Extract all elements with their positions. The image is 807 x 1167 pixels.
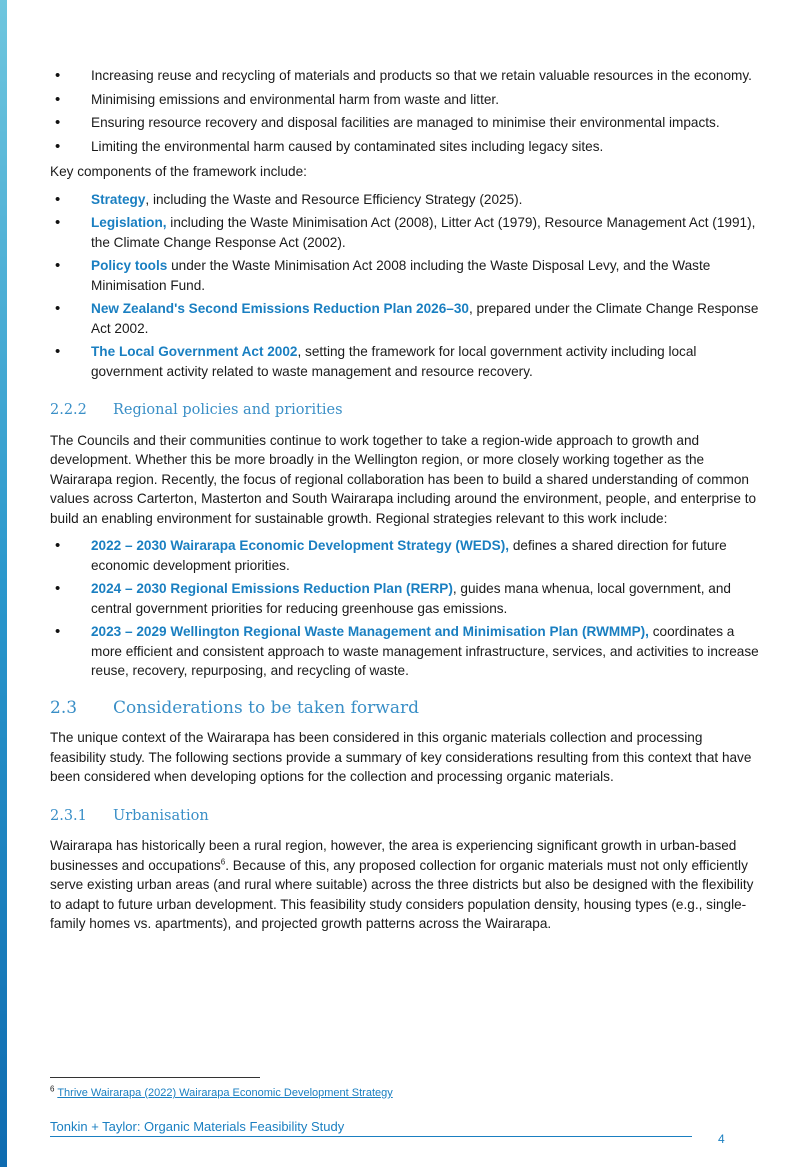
footnote-number: 6 — [50, 1084, 55, 1094]
framework-key-lga[interactable]: The Local Government Act 2002 — [91, 344, 298, 359]
page-number: 4 — [718, 1132, 725, 1146]
body-text: Wairarapa has historically been a rural region, however, the area is experiencing significant growth in urban-based businesses and occupations — [50, 838, 737, 873]
section-number: 2.2.2 — [50, 402, 87, 418]
framework-intro: Key components of the framework include: — [50, 164, 307, 179]
list-item — [50, 579, 760, 618]
framework-key-erp[interactable]: New Zealand's Second Emissions Reduction Plan 2026–30 — [91, 301, 469, 316]
sidebar-accent-bar — [0, 0, 7, 1167]
list-item — [50, 299, 760, 338]
list-item-text: coordinates a more efficient and consistent approach to waste management infrastructure, services, and activities to increase reuse, recovery, repurposing, and recycling of waste. — [91, 624, 759, 678]
body-text: . Because of this, any proposed collection for organic materials must not only efficiently serve existing urban areas (and rural where suitable) across the three districts but also be designed with the flexibility to adapt to future urban development. This feasibility study considers population density, housing types (e.g., single-family homes vs. apartments), and projected growth patterns across the Wairarapa. — [50, 857, 754, 931]
framework-key-policy-tools[interactable]: Policy tools — [91, 258, 168, 273]
list-item — [50, 622, 760, 681]
list-item-text: , including the Waste and Resource Efficiency Strategy (2025). — [145, 191, 523, 207]
list-item — [50, 256, 760, 295]
list-item-text: , guides mana whenua, local government, and central government priorities for reducing greenhouse gas emissions. — [91, 581, 731, 616]
list-item: • Minimising emissions and environmental harm from waste and litter. — [50, 90, 760, 110]
list-item — [50, 342, 760, 381]
section-title: Regional policies and priorities — [113, 402, 343, 418]
list-item: • Limiting the environmental harm caused by contaminated sites including legacy sites. — [50, 137, 760, 157]
section-231-heading — [50, 807, 760, 827]
section-title: Considerations to be taken forward — [113, 697, 419, 718]
objectives-list — [50, 66, 760, 156]
list-item — [50, 190, 760, 210]
footnote-link[interactable]: Thrive Wairarapa (2022) Wairarapa Economic Development Strategy — [57, 1087, 393, 1099]
list-item-text: , setting the framework for local government activity including local government activity related to waste management and resource recovery. — [91, 344, 697, 379]
list-item — [50, 536, 760, 575]
list-item: • Ensuring resource recovery and disposal facilities are managed to minimise their environmental impacts. — [50, 113, 760, 133]
strategy-link-rwmmp[interactable]: 2023 – 2029 Wellington Regional Waste Management and Minimisation Plan (RWMMP), — [91, 624, 649, 639]
section-23-body: The unique context of the Wairarapa has been considered in this organic materials collection and processing feasibility study. The following sections provide a summary of key considerations resulting from this context that have been considered when developing options for the collection and processing organic materials. — [50, 730, 752, 784]
strategy-link-weds[interactable]: 2022 – 2030 Wairarapa Economic Development Strategy (WEDS), — [91, 538, 510, 553]
footnote-divider — [50, 1077, 260, 1078]
framework-key-legislation[interactable]: Legislation, — [91, 215, 167, 230]
footer-divider — [50, 1136, 692, 1137]
list-item-text: including the Waste Minimisation Act (2008), Litter Act (1979), Resource Management Act (1991), the Climate Change Response Act (2002). — [91, 215, 756, 250]
list-item — [50, 213, 760, 252]
list-item: • Increasing reuse and recycling of materials and products so that we retain valuable resources in the economy. — [50, 66, 760, 86]
section-number: 2.3 — [50, 697, 78, 718]
list-item-text: , prepared under the Climate Change Response Act 2002. — [91, 301, 759, 336]
regional-strategies-list — [50, 536, 760, 681]
section-222-heading — [50, 401, 760, 421]
section-number: 2.3.1 — [50, 807, 87, 824]
section-222-body: The Councils and their communities continue to work together to take a region-wide approach to growth and development. Whether this be more broadly in the Wellington region, or more closely working together as the Wairarapa region. Recently, the focus of regional collaboration has been to build a shared understanding of common values across Carterton, Masterton and South Wairarapa including around the environment, people, and enterprise to build an enabling environment for sustainable growth. Regional strategies relevant to this work include: — [50, 432, 757, 526]
list-item-text: under the Waste Minimisation Act 2008 including the Waste Disposal Levy, and the Waste Minimisation Fund. — [91, 258, 711, 293]
strategy-link-rerp[interactable]: 2024 – 2030 Regional Emissions Reduction Plan (RERP) — [91, 581, 453, 596]
list-item-text: defines a shared direction for future economic development priorities. — [91, 538, 727, 573]
section-title: Urbanisation — [113, 807, 209, 824]
framework-key-strategy[interactable]: Strategy — [91, 191, 146, 207]
section-231-body — [50, 836, 760, 934]
framework-list — [50, 190, 760, 382]
footnote — [50, 1086, 393, 1100]
section-23-heading — [50, 699, 760, 719]
footer-title: Tonkin + Taylor: Organic Materials Feasibility Study — [50, 1119, 345, 1134]
footnote-reference[interactable]: 6 — [220, 856, 226, 866]
page-content — [50, 66, 760, 942]
